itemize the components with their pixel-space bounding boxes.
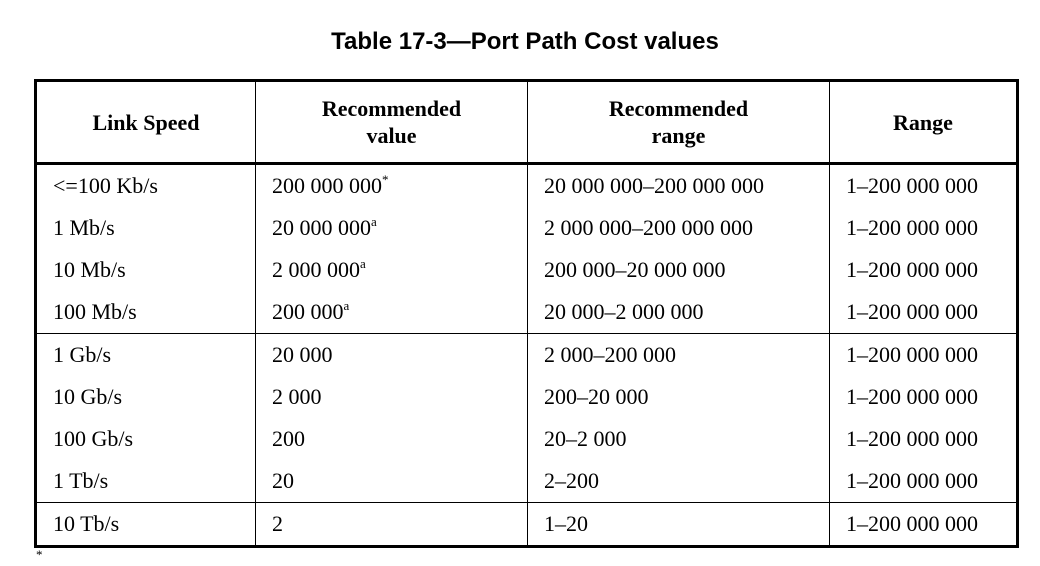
header-recommended-range-line1: Recommended [608, 96, 749, 121]
header-recommended-value-line2: value [366, 123, 417, 148]
table-row [36, 460, 1018, 503]
table-row [36, 164, 1018, 208]
cell-range: 1–200 000 000 [846, 342, 978, 367]
footnote-ref: a [343, 298, 350, 313]
value-text: 200 000 [272, 299, 344, 324]
cell-link-speed: 100 Mb/s [36, 291, 256, 334]
value-text: 2 000 [272, 384, 322, 409]
cell-recommended-range: 20 000–2 000 000 [528, 291, 830, 334]
table-row [36, 291, 1018, 334]
cell-recommended-value [256, 376, 528, 418]
cell-recommended-value [256, 291, 528, 334]
cell-link-speed: 1 Tb/s [36, 460, 256, 503]
cell-recommended-range: 1–20 [528, 503, 830, 547]
table-row [36, 418, 1018, 460]
cell-recommended-value [256, 418, 528, 460]
port-path-cost-table [34, 79, 1019, 548]
value-text: 20 [272, 468, 294, 493]
cell-recommended-range: 200 000–20 000 000 [528, 249, 830, 291]
cell-range: 1–200 000 000 [830, 291, 1018, 334]
table-row [36, 334, 1018, 377]
header-range-label: Range [893, 109, 953, 135]
header-row [36, 81, 1018, 164]
cell-recommended-value [256, 207, 528, 249]
cell-recommended-value [256, 249, 528, 291]
cell-recommended-range: 200–20 000 [528, 376, 830, 418]
cell-link-speed: 10 Tb/s [36, 503, 256, 547]
header-link-speed [36, 81, 256, 164]
footnote-ref: * [382, 172, 389, 187]
header-recommended-range-line2: range [651, 123, 706, 148]
footnote-marker: * [36, 547, 43, 562]
header-recommended-range [528, 81, 830, 164]
header-recommended-value [256, 81, 528, 164]
table-title: Table 17-3—Port Path Cost values [331, 28, 719, 55]
value-text: 20 000 000 [272, 215, 371, 240]
cell-range: 1–200 000 000 [846, 384, 978, 409]
header-recommended-value-line1: Recommended [321, 96, 462, 121]
value-text: 200 000 000 [272, 173, 382, 198]
value-text: 2 000 000 [272, 257, 360, 282]
value-text: 200 [272, 426, 305, 451]
cell-link-speed: 100 Gb/s [36, 418, 256, 460]
cell-link-speed: 10 Gb/s [36, 376, 256, 418]
cell-recommended-range: 2 000–200 000 [528, 334, 830, 377]
cell-range: 1–200 000 000 [830, 460, 1018, 503]
table-row [36, 503, 1018, 547]
cell-link-speed: <=100 Kb/s [36, 164, 256, 208]
cell-recommended-value [256, 503, 528, 547]
cell-link-speed: 1 Mb/s [36, 207, 256, 249]
table-row [36, 249, 1018, 291]
cell-link-speed: 1 Gb/s [36, 334, 256, 377]
table-row [36, 376, 1018, 418]
cell-recommended-range: 2–200 [528, 460, 830, 503]
footnote-ref: a [371, 214, 377, 229]
cell-recommended-value [256, 334, 528, 377]
cell-link-speed: 10 Mb/s [36, 249, 256, 291]
cell-recommended-range: 20–2 000 [528, 418, 830, 460]
footnote-ref: a [360, 256, 366, 271]
table-row [36, 207, 1018, 249]
cell-range: 1–200 000 000 [846, 173, 978, 198]
cell-recommended-value [256, 164, 528, 208]
cell-range: 1–200 000 000 [846, 257, 978, 282]
cell-range: 1–200 000 000 [846, 511, 978, 536]
cell-recommended-range: 20 000 000–200 000 000 [528, 164, 830, 208]
value-text: 2 [272, 511, 283, 536]
value-text: 20 000 [272, 342, 333, 367]
cell-recommended-value [256, 460, 528, 503]
cell-range: 1–200 000 000 [846, 215, 978, 240]
header-link-speed-label: Link Speed [92, 109, 200, 135]
cell-range: 1–200 000 000 [846, 426, 978, 451]
cell-recommended-range: 2 000 000–200 000 000 [528, 207, 830, 249]
header-range [830, 81, 1018, 164]
